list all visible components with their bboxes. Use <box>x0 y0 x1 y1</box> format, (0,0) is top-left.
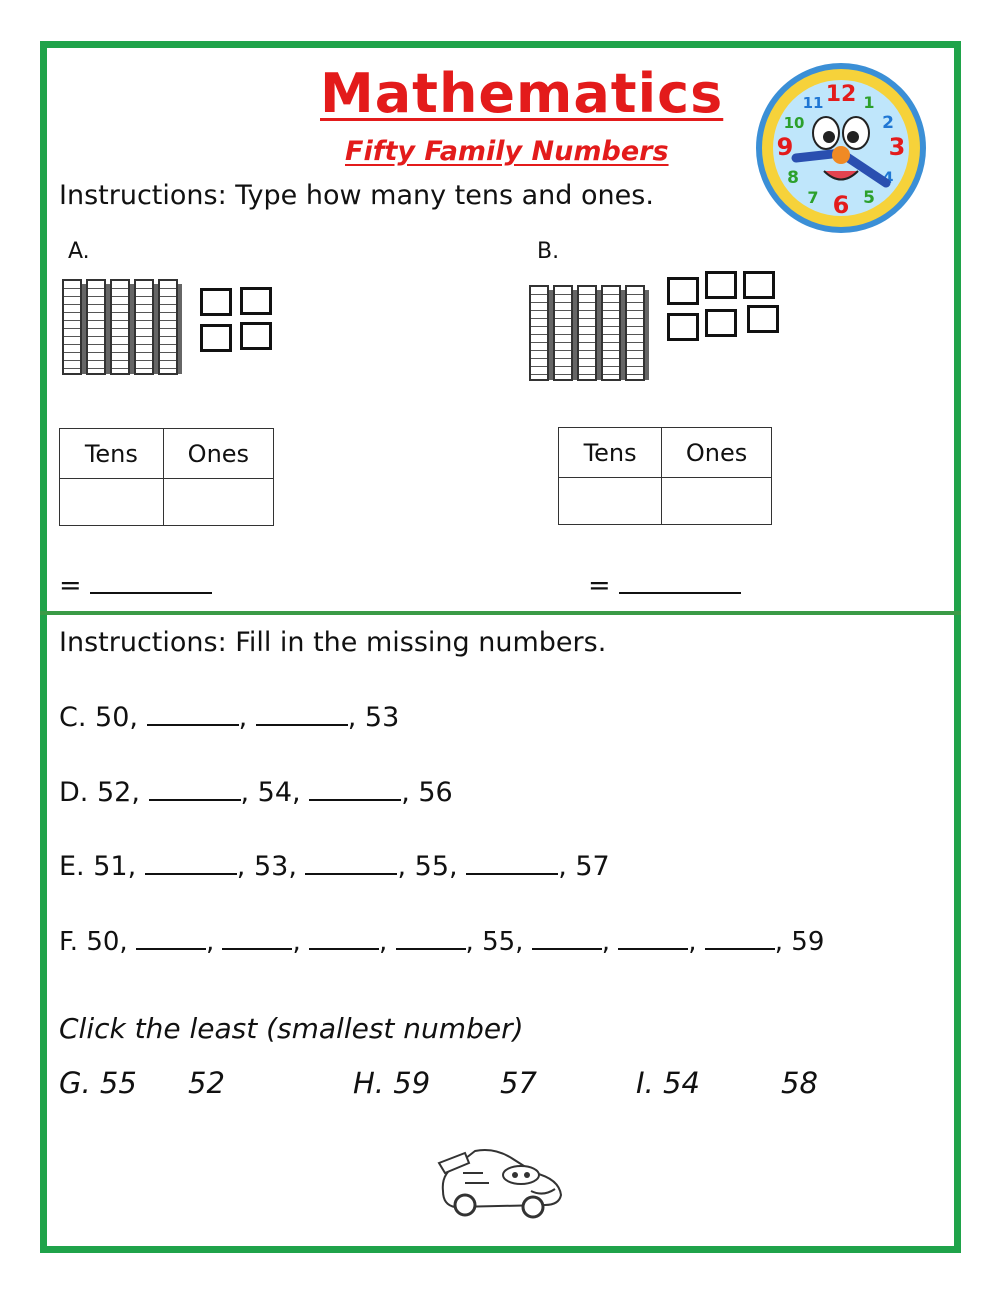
blank-input[interactable] <box>222 924 292 950</box>
ones-cube <box>705 309 737 337</box>
clock-number: 3 <box>888 133 906 161</box>
section-divider <box>40 611 961 615</box>
sequence-number: 52 <box>96 777 132 808</box>
sequence-number: 54 <box>257 777 293 808</box>
problem-b-tens-input[interactable] <box>560 482 660 520</box>
sequence-number: 50 <box>95 702 130 733</box>
blank-input[interactable] <box>618 924 688 950</box>
tens-header: Tens <box>60 429 164 479</box>
blank-input[interactable] <box>136 924 206 950</box>
group-i-option-b[interactable]: 58 <box>781 1066 818 1100</box>
problem-a-tens-rods <box>62 279 178 375</box>
option-value: 54 <box>663 1066 700 1100</box>
group-h-label-option[interactable] <box>353 1066 430 1100</box>
group-label: G. <box>59 1066 91 1100</box>
sequence-d: D. 52, , 54, , 56 <box>59 777 453 808</box>
sequence-label: C. <box>59 702 87 733</box>
ones-cube <box>240 287 272 315</box>
problem-b-answer <box>588 566 741 601</box>
sequence-number: 56 <box>418 777 453 808</box>
sequence-number: 55 <box>482 927 516 957</box>
option-value: 55 <box>99 1066 137 1100</box>
sequence-label: E. <box>59 851 85 882</box>
clock-number: 4 <box>882 168 894 187</box>
ones-cube <box>240 322 272 350</box>
tens-rod <box>62 279 82 375</box>
sequence-number: 53 <box>253 851 289 882</box>
ones-cube <box>747 305 779 333</box>
option-value: 59 <box>393 1066 431 1100</box>
tens-rod <box>553 285 573 381</box>
tens-rod <box>134 279 154 375</box>
ones-cube <box>705 271 737 299</box>
blank-input[interactable] <box>309 924 379 950</box>
problem-b-place-value-table <box>558 427 772 525</box>
ones-cube <box>200 324 232 352</box>
ones-header: Ones <box>662 428 772 478</box>
problem-b-tens-rods <box>529 285 645 381</box>
tens-rod <box>601 285 621 381</box>
instructions-tens-ones: Instructions: Type how many tens and ones. <box>59 180 654 211</box>
ones-cube <box>743 271 775 299</box>
problem-a-place-value-table <box>59 428 274 526</box>
clock-number: 10 <box>783 114 805 132</box>
blank-input[interactable] <box>466 849 558 875</box>
tens-rod <box>577 285 597 381</box>
clock-number: 1 <box>863 93 875 112</box>
group-g-option-b[interactable]: 52 <box>188 1066 225 1100</box>
tens-rod <box>86 279 106 375</box>
sequence-f: F. 50, , , , , 55, , , , 59 <box>59 924 824 957</box>
equals-sign: = <box>59 570 82 601</box>
page-subtitle: Fifty Family Numbers <box>345 136 669 167</box>
tens-header: Tens <box>559 428 662 478</box>
problem-b-label: B. <box>537 239 560 264</box>
blank-input[interactable] <box>532 924 602 950</box>
group-label: H. <box>353 1066 385 1100</box>
sequence-label: F. <box>59 927 79 957</box>
tens-rod <box>625 285 645 381</box>
blank-input[interactable] <box>396 924 466 950</box>
tens-rod <box>158 279 178 375</box>
problem-b-ones-input[interactable] <box>663 482 770 520</box>
group-h-option-b[interactable]: 57 <box>500 1066 537 1100</box>
tens-rod <box>529 285 549 381</box>
clock-illustration <box>756 63 926 233</box>
problem-a-ones-input[interactable] <box>165 483 272 521</box>
clock-number: 2 <box>882 113 894 133</box>
clock-number: 11 <box>802 94 824 112</box>
clock-number: 7 <box>807 188 819 207</box>
problem-a-label: A. <box>68 239 90 264</box>
blank-input[interactable] <box>149 775 241 801</box>
clock-number: 8 <box>787 168 799 188</box>
group-g-label-option[interactable] <box>59 1066 137 1100</box>
clock-number: 9 <box>776 133 794 161</box>
group-label: I. <box>636 1066 654 1100</box>
sequence-e: E. 51, , 53, , 55, , 57 <box>59 851 610 882</box>
ones-cube <box>667 277 699 305</box>
sequence-number: 53 <box>364 702 400 733</box>
ones-cube <box>200 288 232 316</box>
ones-header: Ones <box>163 429 273 479</box>
sequence-c: C. 50, , , 53 <box>59 702 400 733</box>
blank-input[interactable] <box>256 700 348 726</box>
blank-input[interactable] <box>147 700 239 726</box>
group-i-label-option[interactable] <box>636 1066 700 1100</box>
sequence-number: 50 <box>86 927 120 957</box>
sequence-number: 59 <box>791 927 825 957</box>
instructions-least: Click the least (smallest number) <box>59 1012 524 1045</box>
tens-rod <box>110 279 130 375</box>
blank-input[interactable] <box>145 849 237 875</box>
blank-input[interactable] <box>705 924 775 950</box>
sequence-label: D. <box>59 777 89 808</box>
sequence-number: 57 <box>575 851 610 882</box>
page-title: Mathematics <box>320 62 724 125</box>
problem-a-tens-input[interactable] <box>61 483 162 521</box>
equals-sign: = <box>588 570 611 601</box>
clock-number: 5 <box>863 188 875 208</box>
blank-input[interactable] <box>309 775 401 801</box>
problem-a-answer-input[interactable] <box>90 566 212 594</box>
blank-input[interactable] <box>305 849 397 875</box>
sequence-number: 51 <box>93 851 128 882</box>
problem-a-answer <box>59 566 212 601</box>
instructions-missing-numbers: Instructions: Fill in the missing numbers. <box>59 627 607 658</box>
race-car-illustration <box>435 1143 565 1223</box>
sequence-number: 55 <box>414 851 450 882</box>
clock-number: 12 <box>825 82 857 107</box>
problem-b-answer-input[interactable] <box>619 566 741 594</box>
clock-number: 6 <box>832 191 850 219</box>
ones-cube <box>667 313 699 341</box>
